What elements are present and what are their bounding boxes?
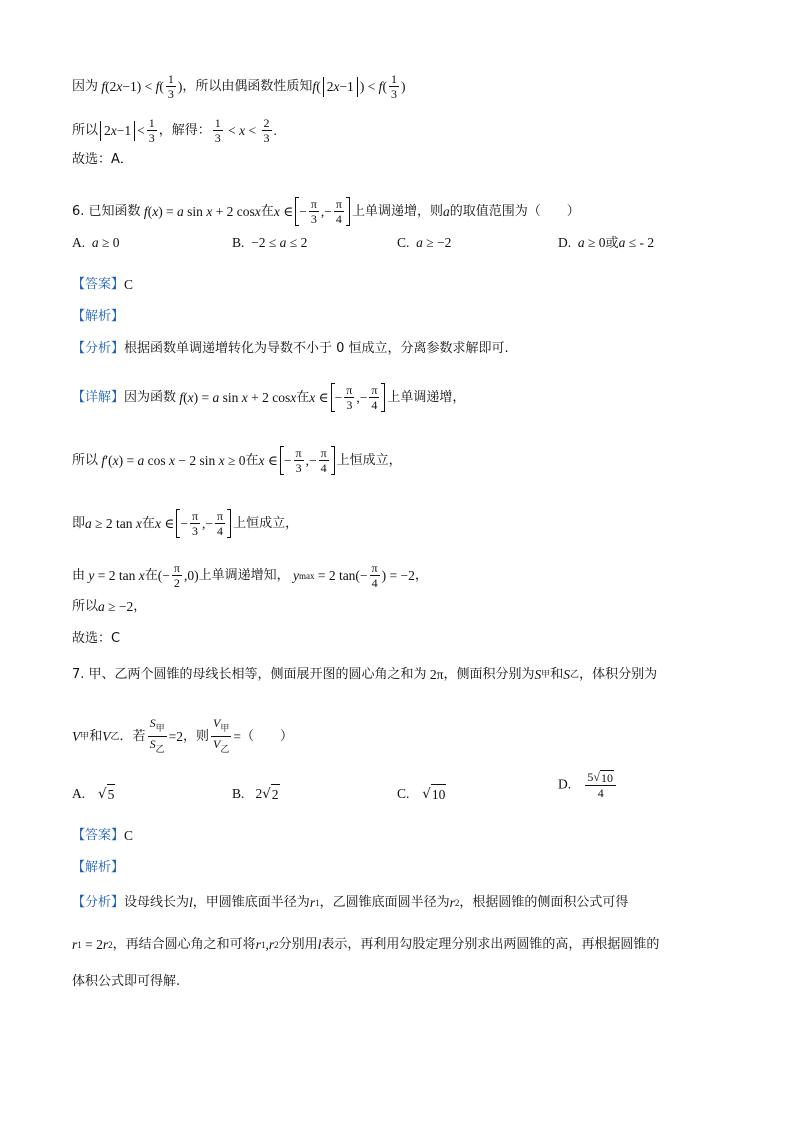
text: 故选：A．: [72, 152, 133, 167]
text: 在: [245, 452, 259, 468]
text: ，则: [182, 728, 209, 744]
xiangjie-line-2: 所以 f ′( x ) = a cos x − 2 sin x ≥ 0 在 x ∈ − $\frac{\pi}{3}$ ,− $\frac{\pi}{4}$ 上恒成立，: [72, 446, 402, 475]
line-2: 所以 2x−1 < $\frac{1}{3}$ ，解得： $\frac{1}{3}$ < x < $\frac{2}{3}$ .: [72, 116, 277, 145]
text: 表示，再利用勾股定理分别求出两圆锥的高，再根据圆锥的: [321, 937, 660, 952]
option-label: C.: [397, 785, 410, 801]
text: 体积公式即可得解.: [72, 974, 181, 989]
fenxi-tag: 【分析】: [72, 895, 125, 910]
fenxi-7-line-2: r 1 = 2 r 2 ，再结合圆心角之和可将 r 1 , r 2 分别用 l 表示，再利用勾股定理分别求出两圆锥的高，再根据圆锥的: [72, 935, 659, 955]
option-c[interactable]: C. √ 10: [397, 784, 446, 805]
interval: − $\frac{\pi}{3}$ ,− $\frac{\pi}{4}$: [280, 446, 335, 475]
text: ，: [133, 599, 147, 614]
text: 7. 甲、乙两个圆锥的母线长相等，侧面展开图的圆心角之和为: [72, 667, 427, 682]
text: 因为: [72, 78, 99, 94]
option-d[interactable]: D. 5√ 10 4: [558, 770, 618, 800]
option-label: A.: [72, 785, 86, 801]
text: 在: [296, 389, 310, 405]
text: 在: [144, 567, 158, 583]
text: 上单调递增，则: [351, 203, 443, 219]
text: 所以: [72, 599, 99, 614]
option-label: B.: [232, 235, 245, 250]
interval: − $\frac{\pi}{3}$ ,− $\frac{\pi}{4}$: [331, 383, 386, 412]
option-label: B.: [232, 785, 245, 801]
text: 根据函数单调递增转化为导数不小于 0 恒成立，分离参数求解即可.: [124, 341, 509, 356]
text: （ ）: [240, 728, 293, 744]
fenxi-7-line-3: [72, 972, 180, 992]
text: 即: [72, 515, 86, 531]
line-3: [72, 150, 133, 170]
text: 由: [72, 567, 86, 583]
option-c[interactable]: C. a ≥ −2: [397, 235, 452, 250]
text: ，根据圆锥的侧面积公式可得: [459, 895, 629, 910]
text: ，甲圆锥底面半径为: [192, 895, 310, 910]
xiangjie-line-6: [72, 629, 120, 649]
text: 所以: [72, 122, 99, 138]
text: 的取值范围为（ ）: [449, 203, 580, 219]
fraction: $\frac{1}{3}$: [148, 116, 155, 145]
text: 所以: [72, 452, 99, 468]
option-a[interactable]: A. √ 5: [72, 784, 115, 805]
fraction: $\frac{1}{3}$: [167, 72, 174, 101]
answer-6: [72, 275, 133, 295]
text: 和: [89, 728, 103, 744]
analysis-tag: 【解析】: [72, 860, 125, 875]
xiangjie-tag: 【详解】: [72, 389, 125, 405]
line-1: 因为 f (2 x −1) < f ( $\frac{1}{3}$ ) ，所以由偶函数性质知 f ( 2x−1 ) < f ( $\frac{1}{3}$ ): [72, 72, 406, 101]
text: ，乙圆锥底面圆半径为: [319, 895, 450, 910]
question-7-line-1: 7. 甲、乙两个圆锥的母线长相等，侧面展开图的圆心角之和为 2π ，侧面积分别为 S 甲 和 S 乙 ，体积分别为: [72, 665, 657, 685]
text: ．若: [119, 728, 146, 744]
xiangjie-line-5: 所以 a ≥ −2 ，: [72, 597, 146, 617]
text: 上恒成立，: [233, 515, 299, 531]
fenxi-tag: 【分析】: [72, 341, 125, 356]
text: 上单调递增，: [387, 389, 466, 405]
text: 分别用: [278, 937, 318, 952]
option-label: C.: [397, 235, 410, 250]
answer-tag: 【答案】: [72, 277, 125, 292]
text: 在: [260, 203, 274, 219]
text: 故选：C: [72, 631, 121, 646]
answer-value: C: [124, 828, 134, 843]
question-6: 6. 已知函数 f ( x ) = a sin x + 2 cos x 在 x ∈ − $\frac{\pi}{3}$ ,− $\frac{\pi}{4}$ 上单调递增，则 a 的取值范围为（ ）: [72, 197, 580, 226]
xiangjie-line-3: 即 a ≥ 2 tan x 在 x ∈ − $\frac{\pi}{3}$ ,− $\frac{\pi}{4}$ 上恒成立，: [72, 509, 299, 538]
analysis-6: [72, 307, 124, 327]
text: ，解得：: [158, 122, 211, 138]
xiangjie-line-4: 由 y = 2 tan x 在 (− $\frac{\pi}{2}$ ,0) 上单调递增知， y max = 2 tan(− $\frac{\pi}{4}$ ) = −2 ，: [72, 561, 428, 590]
text: 或: [605, 235, 619, 251]
text: ，再结合圆心角之和可将: [112, 937, 256, 952]
text: ，: [414, 567, 428, 583]
xiangjie-line-1: 【详解】 因为函数 f ( x ) = a sin x + 2 cos x 在 x ∈ − $\frac{\pi}{3}$ ,− $\frac{\pi}{4}$ 上单调递增，: [72, 383, 466, 412]
option-d[interactable]: D. a ≥ 0或a ≤ - 2: [558, 234, 655, 251]
text: 在: [141, 515, 155, 531]
answer-tag: 【答案】: [72, 828, 125, 843]
option-label: D.: [558, 776, 572, 792]
fraction: $\frac{1}{3}$: [390, 72, 397, 101]
analysis-7: [72, 858, 124, 878]
option-b[interactable]: B. 2√ 2: [232, 784, 280, 805]
question-7-line-2: V 甲 和 V 乙 ．若 $\frac{S_甲}{S_乙}$ =2 ，则 $\frac{V_甲}{V_乙}$ = （ ）: [72, 716, 293, 755]
answer-7: [72, 826, 133, 846]
text: 上恒成立，: [336, 452, 402, 468]
option-label: A.: [72, 235, 86, 250]
option-b[interactable]: B. −2 ≤ a ≤ 2: [232, 235, 308, 250]
text: 6. 已知函数: [72, 203, 141, 219]
text: 因为函数: [124, 389, 177, 405]
answer-value: C: [124, 277, 134, 292]
text: 和: [550, 667, 564, 682]
q7-options: [72, 770, 722, 808]
fenxi-7-line-1: 【分析】 设母线长为 l ，甲圆锥底面半径为 r 1 ，乙圆锥底面圆半径为 r 2 ，根据圆锥的侧面积公式可得: [72, 893, 628, 913]
text: 上单调递增知，: [198, 567, 290, 583]
fenxi-6: [72, 339, 509, 359]
text: ，体积分别为: [579, 667, 658, 682]
option-label: D.: [558, 234, 572, 250]
option-a[interactable]: A. a ≥ 0: [72, 235, 120, 250]
text: ，侧面积分别为: [443, 667, 535, 682]
interval: − $\frac{\pi}{3}$ ,− $\frac{\pi}{4}$: [176, 509, 231, 538]
fraction: $\frac{2}{3}$: [263, 116, 270, 145]
interval: − $\frac{\pi}{3}$ ,− $\frac{\pi}{4}$: [295, 197, 350, 226]
fraction: $\frac{1}{3}$: [214, 116, 221, 145]
text: 设母线长为: [124, 895, 190, 910]
analysis-tag: 【解析】: [72, 309, 125, 324]
text: ，所以由偶函数性质知: [182, 78, 313, 94]
